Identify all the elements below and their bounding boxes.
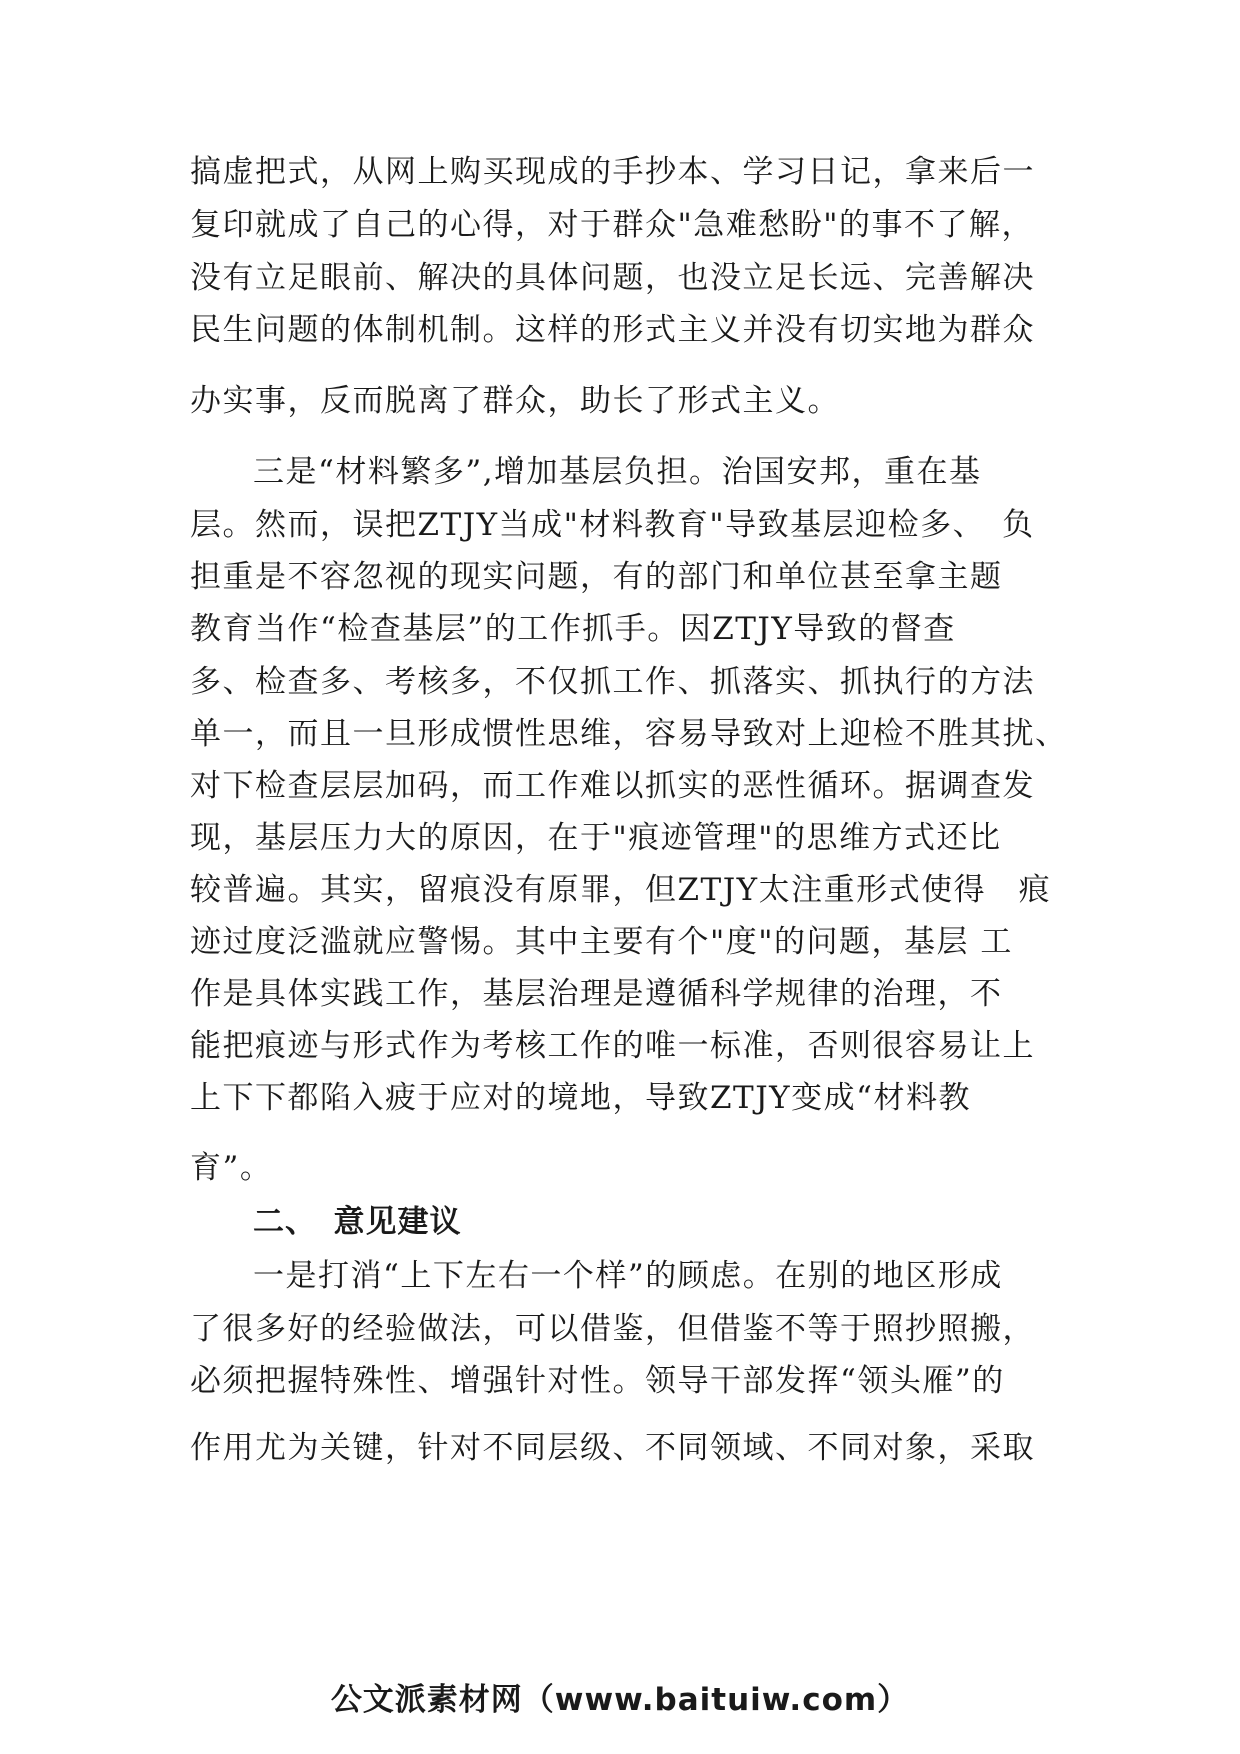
text-line: 育”。: [190, 1150, 273, 1186]
text-line: 担重是不容忽视的现实问题，有的部门和单位甚至拿主题: [190, 559, 1003, 595]
text-line: 对下检查层层加码，而工作难以抓实的恶性循环。据调查发: [190, 768, 1035, 804]
section-heading: 二、 意见建议: [253, 1204, 462, 1240]
text-line: 教育当作“检查基层”的工作抓手。因ZTJY导致的督查: [190, 611, 956, 647]
text-line: 了很多好的经验做法，可以借鉴，但借鉴不等于照抄照搬，: [190, 1311, 1035, 1347]
text-line: 迹过度泛滥就应警惕。其中主要有个"度"的问题，基层 工: [190, 924, 1013, 960]
text-line: 作是具体实践工作，基层治理是遵循科学规律的治理，不: [190, 976, 1003, 1012]
text-line: 能把痕迹与形式作为考核工作的唯一标准，否则很容易让上: [190, 1028, 1035, 1064]
text-line: 较普遍。其实，留痕没有原罪，但ZTJY太注重形式使得 痕: [190, 872, 1052, 908]
text-line: 没有立足眼前、解决的具体问题，也没立足长远、完善解决: [190, 260, 1035, 296]
paragraph-first-line: 三是“材料繁多”,增加基层负担。治国安邦，重在基: [253, 454, 982, 490]
text-line: 多、检查多、考核多，不仅抓工作、抓落实、抓执行的方法: [190, 664, 1035, 700]
paragraph-first-line: 一是打消“上下左右一个样”的顾虑。在别的地区形成: [253, 1258, 1003, 1294]
text-line: 层。然而，误把ZTJY当成"材料教育"导致基层迎检多、 负: [190, 507, 1035, 543]
text-line: 必须把握特殊性、增强针对性。领导干部发挥“领头雁”的: [190, 1363, 1005, 1399]
text-line: 复印就成了自己的心得，对于群众"急难愁盼"的事不了解，: [190, 207, 1035, 243]
footer-watermark: 公文派素材网（www.baituiw.com）: [330, 1682, 910, 1718]
text-line: 搞虚把式，从网上购买现成的手抄本、学习日记，拿来后一: [190, 154, 1035, 190]
text-line: 办实事，反而脱离了群众，助长了形式主义。: [190, 383, 840, 419]
text-line: 单一，而且一旦形成惯性思维，容易导致对上迎检不胜其扰、: [190, 716, 1068, 752]
text-line: 作用尤为关键，针对不同层级、不同领域、不同对象，采取: [190, 1430, 1035, 1466]
text-line: 现，基层压力大的原因，在于"痕迹管理"的思维方式还比: [190, 820, 1002, 856]
text-line: 民生问题的体制机制。这样的形式主义并没有切实地为群众: [190, 312, 1035, 348]
text-line: 上下下都陷入疲于应对的境地，导致ZTJY变成“材料教: [190, 1080, 971, 1116]
